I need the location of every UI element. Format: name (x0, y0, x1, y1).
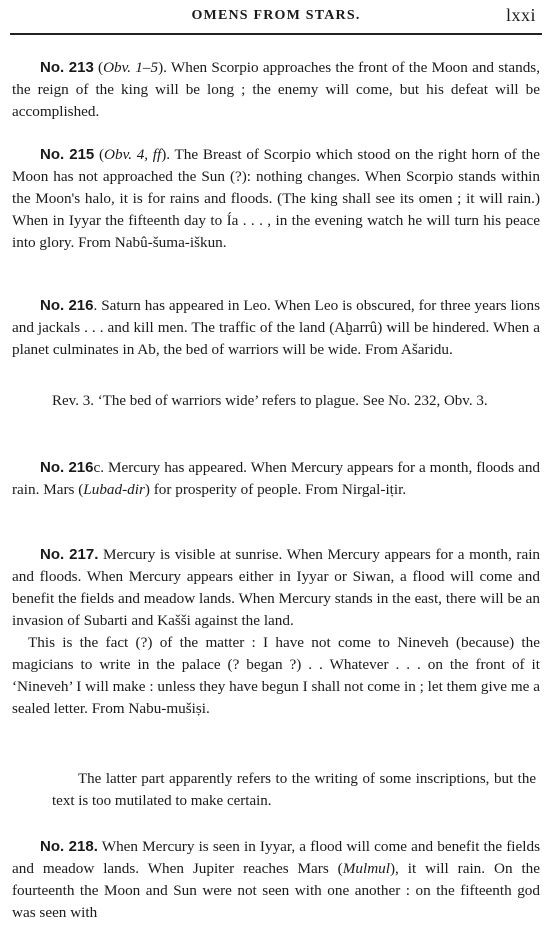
running-title: OMENS FROM STARS. (191, 8, 361, 23)
page-number: lxxi (505, 5, 536, 25)
entry-213: No. 213 (Obv. 1–5). When Scorpio approaches the front of the Moon and stands, the reign of the king will be long ; the enemy will come, but his defeat will be accomplished. (12, 59, 541, 120)
entry-italic: Lubad-dir (83, 481, 145, 498)
entry-text: The Breast of Scorpio which stood on the right horn of the Moon has not approached the Sun (?): nothing changes. When Scorpio stands within the Moon's halo, it is for rains and floods. (The king shall see its omen ; it will rain.) When in Iyyar the fifteenth day to Ía . . . , in the evening watch he will turn his peace into glory. From Nabû-šuma-iškun. (12, 146, 540, 251)
running-header (12, 4, 540, 30)
entry-text-cont: ), it will rain. On the fourteenth the Moon and Sun were not seen with one another : on the fifteenth god was seen with (12, 860, 541, 921)
entry-number: No. 218. (40, 838, 98, 855)
entry-text: Saturn has appeared in Leo. When Leo is obscured, for three years lions and jackals . . . and kill men. The traffic of the land (Aḫarrû) will be hindered. When a planet culminates in Ab, the bed of warriors will be wide. From Ašaridu. (12, 297, 541, 358)
entry-number: No. 213 (40, 59, 94, 76)
entry-reference: Obv. 1–5 (103, 59, 159, 76)
entry-text: Mercury has appeared. When Mercury appears for a month, floods and rain. Mars ( (12, 459, 541, 498)
entry-217-continued: This is the fact (?) of the matter : I have not come to Nineveh (because) the magicians to write in the palace (? began ?) . . Whatever . . . on the front of it ‘Nineveh’ I will make : unless they have begun I shall not come in ; let them give me a sealed letter. From Nabu-mušiṣi. (12, 634, 540, 717)
entry-217 (12, 544, 540, 720)
entry-italic: Mulmul (342, 860, 390, 877)
entry-text: Mercury is visible at sunrise. When Mercury appears for a month, rain and floods. When Mercury appears either in Iyyar or Siwan, a flood will come and benefit the fields and meadow lands. When Mercury stands in the east, there will be an invasion of Subarti and Kašši against the land. (12, 546, 541, 629)
entry-217-note: The latter part apparently refers to the writing of some inscriptions, but the text is too mutilated to make certain. (52, 771, 536, 809)
entry-216c: No. 216c. Mercury has appeared. When Mercury appears for a month, floods and rain. Mars (Lubad-dir) for prosperity of people. From Nirgal-iṭir. (12, 459, 541, 498)
entry-215: No. 215 (Obv. 4, ff). The Breast of Scorpio which stood on the right horn of the Moon has not approached the Sun (?): nothing changes. When Scorpio stands within the Moon's halo, it is for rains and floods. (The king shall see its omen ; it will rain.) When in Iyyar the fifteenth day to Ía . . . , in the evening watch he will turn his peace into glory. From Nabû-šuma-iškun. (12, 146, 540, 251)
entry-218 (12, 836, 540, 924)
entry-number: No. 215 (40, 146, 95, 163)
header-rule (10, 33, 542, 35)
entry-suffix: c (93, 459, 101, 476)
entry-number: No. 216 (40, 297, 94, 314)
entry-number: No. 216 (40, 459, 94, 476)
entry-216: No. 216. Saturn has appeared in Leo. When Leo is obscured, for three years lions and jackals . . . and kill men. The traffic of the land (Aḫarrû) will be hindered. When a planet culminates in Ab, the bed of warriors will be wide. From Ašaridu. (12, 297, 541, 358)
entry-number: No. 217. (40, 546, 99, 563)
entry-text: When Mercury is seen in Iyyar, a flood will come and benefit the fields and meadow lands. When Jupiter reaches Mars ( (12, 838, 540, 877)
entry-reference: Obv. 4, ff (104, 146, 162, 163)
entry-text-cont: ) for prosperity of people. From Nirgal-iṭir. (144, 481, 407, 498)
entry-216-note: Rev. 3. ‘The bed of warriors wide’ refers to plague. See No. 232, Obv. 3. (52, 393, 488, 409)
entry-text: When Scorpio approaches the front of the Moon and stands, the reign of the king will be long ; the enemy will come, but his defeat will be accomplished. (12, 59, 541, 120)
